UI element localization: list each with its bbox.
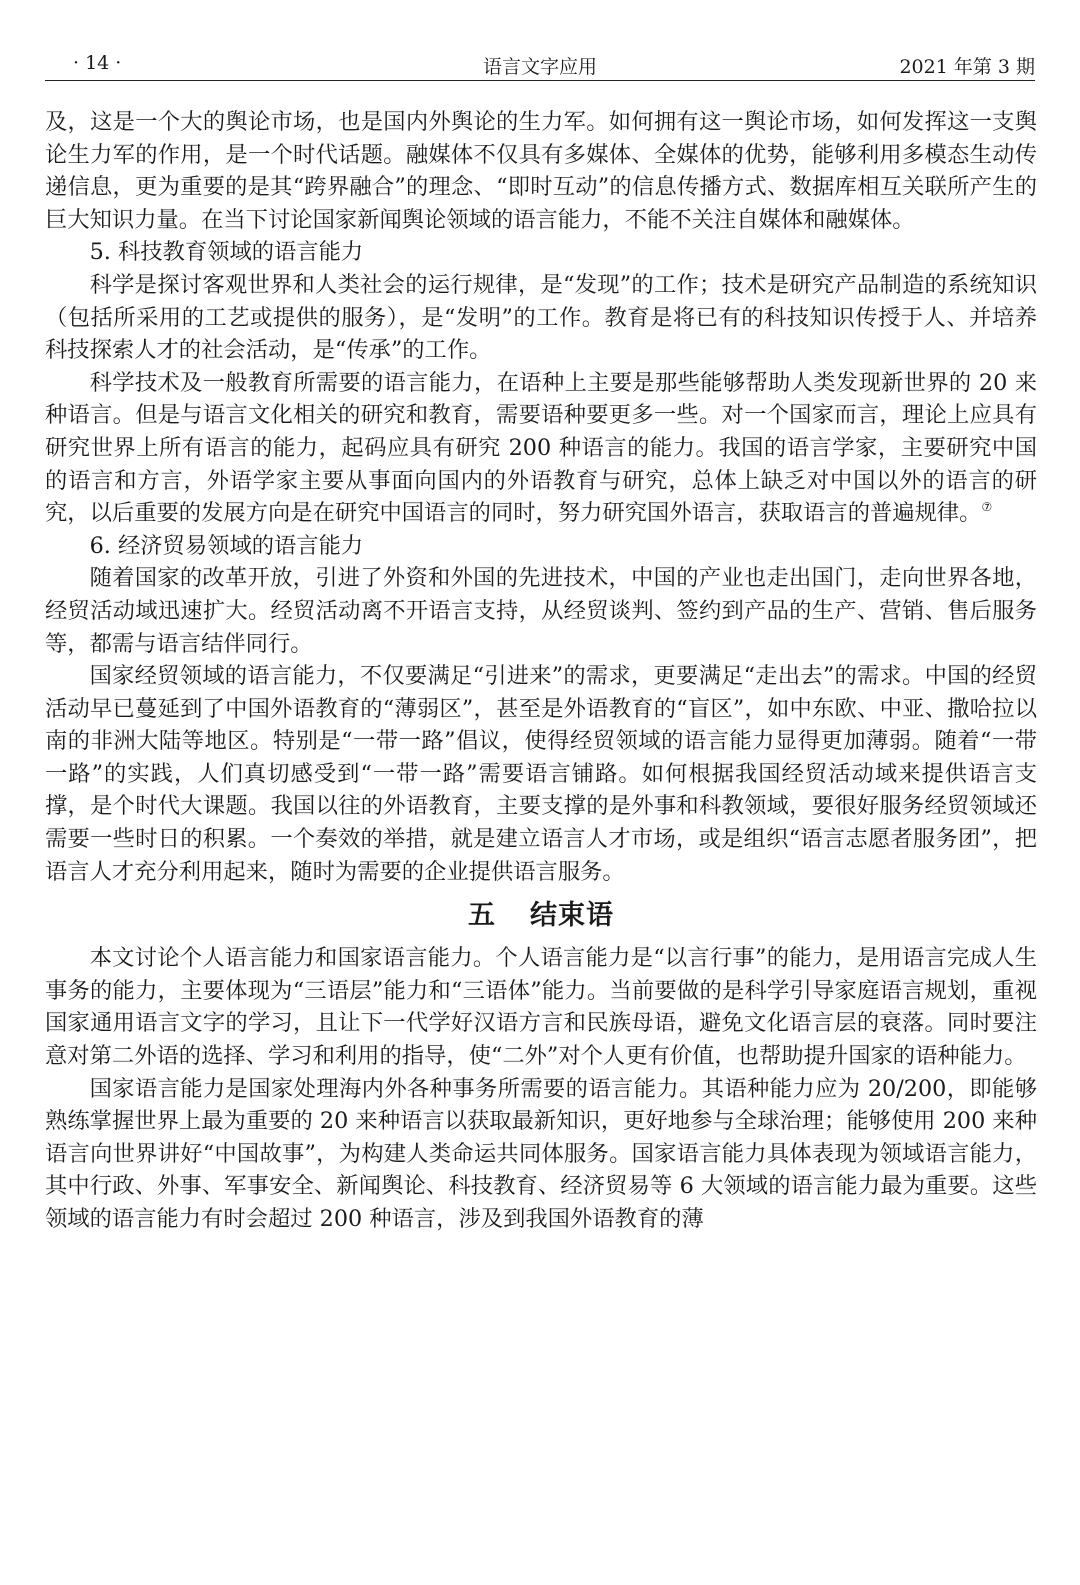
paragraph-science-definition: 科学是探讨客观世界和人类社会的运行规律，是“发现”的工作；技术是研究产品制造的系统知识（包括所采用的工艺或提供的服务），是“发明”的工作。教育是将已有的科技知识传授于人、并培养科技探索人才的社会活动，是“传承”的工作。 bbox=[45, 271, 1037, 364]
paragraph-conclusion-individual: 本文讨论个人语言能力和国家语言能力。个人语言能力是“以言行事”的能力，是用语言完成人生事务的能力，主要体现为“三语层”能力和“三语体”能力。当前要做的是科学引导家庭语言规划，重视国家通用语言文字的学习，且让下一代学好汉语方言和民族母语，避免文化语言层的衰落。同时要注意对第二外语的选择、学习和利用的指导，使“二外”对个人更有价值，也帮助提升国家的语种能力。 bbox=[45, 945, 1037, 1070]
paragraph-trade-expansion: 随着国家的改革开放，引进了外资和外国的先进技术，中国的产业也走出国门，走向世界各地，经贸活动域迅速扩大。经贸活动离不开语言支持，从经贸谈判、签约到产品的生产、营销、售后服务等，都需与语言结伴同行。 bbox=[45, 565, 1037, 657]
section-number: 五 bbox=[468, 900, 496, 932]
paragraph-trade-needs: 国家经贸领域的语言能力，不仅要满足“引进来”的需求，更要满足“走出去”的需求。中国的经贸活动早已蔓延到了中国外语教育的“薄弱区”，甚至是外语教育的“盲区”，如中东欧、中亚、撒哈拉以南的非洲大陆等地区。特别是“一带一路”倡议，使得经贸领域的语言能力显得更加薄弱。随着“一带一路”的实践，人们真切感受到“一带一路”需要语言铺路。如何根据我国经贸活动域来提供语言支撑，是个时代大课题。我国以往的外语教育，主要支撑的是外事和科教领域，要很好服务经贸领域还需要一些时日的积累。一个奏效的举措，就是建立语言人才市场，或是组织“语言志愿者服务团”，把语言人才充分利用起来，随时为需要的企业提供语言服务。 bbox=[45, 663, 1037, 885]
article-body bbox=[45, 106, 1037, 1236]
paragraph-science-languages-text: 科学技术及一般教育所需要的语言能力，在语种上主要是那些能够帮助人类发现新世界的 20 来种语言。但是与语言文化相关的研究和教育，需要语种要更多一些。对一个国家而言，理论上应具有研究世界上所有语言的能力，起码应具有研究 200 种语言的能力。我国的语言学家，主要研究中国的语言和方言，外语学家主要从事面向国内的外语教育与研究，总体上缺乏对中国以外的语言的研究，以后重要的发展方向是在研究中国语言的同时，努力研究国外语言，获取语言的普遍规律。 bbox=[45, 369, 1037, 527]
paragraph-conclusion-national: 国家语言能力是国家处理海内外各种事务所需要的语言能力。其语种能力应为 20/200，即能够熟练掌握世界上最为重要的 20 来种语言以获取最新知识，更好地参与全球治理；能够使用 200 来种语言向世界讲好“中国故事”，为构建人类命运共同体服务。国家语言能力具体表现为领域语言能力，其中行政、外事、军事安全、新闻舆论、科技教育、经济贸易等 6 大领域的语言能力最为重要。这些领域的语言能力有时会超过 200 种语言，涉及到我国外语教育的薄 bbox=[45, 1075, 1037, 1232]
paragraph-continued: 及，这是一个大的舆论市场，也是国内外舆论的生力军。如何拥有这一舆论市场，如何发挥这一支舆论生力军的作用，是一个时代话题。融媒体不仅具有多媒体、全媒体的优势，能够利用多模态生动传递信息，更为重要的是其“跨界融合”的理念、“即时互动”的信息传播方式、数据库相互关联所产生的巨大知识力量。在当下讨论国家新闻舆论领域的语言能力，不能不关注自媒体和融媒体。 bbox=[45, 109, 1037, 233]
paragraph-science-languages bbox=[45, 367, 1037, 530]
running-header bbox=[45, 50, 1035, 81]
subheading-science-education: 5. 科技教育领域的语言能力 bbox=[89, 239, 364, 266]
journal-title: 语言文字应用 bbox=[482, 56, 597, 78]
issue-label: 2021 年第 3 期 bbox=[899, 56, 1035, 78]
page-number: · 14 · bbox=[73, 52, 122, 74]
section-heading-conclusion bbox=[45, 896, 1037, 936]
subheading-economy-trade: 6. 经济贸易领域的语言能力 bbox=[89, 532, 364, 559]
footnote-ref-7: ⑦ bbox=[981, 500, 993, 515]
section-title: 结束语 bbox=[530, 900, 614, 932]
